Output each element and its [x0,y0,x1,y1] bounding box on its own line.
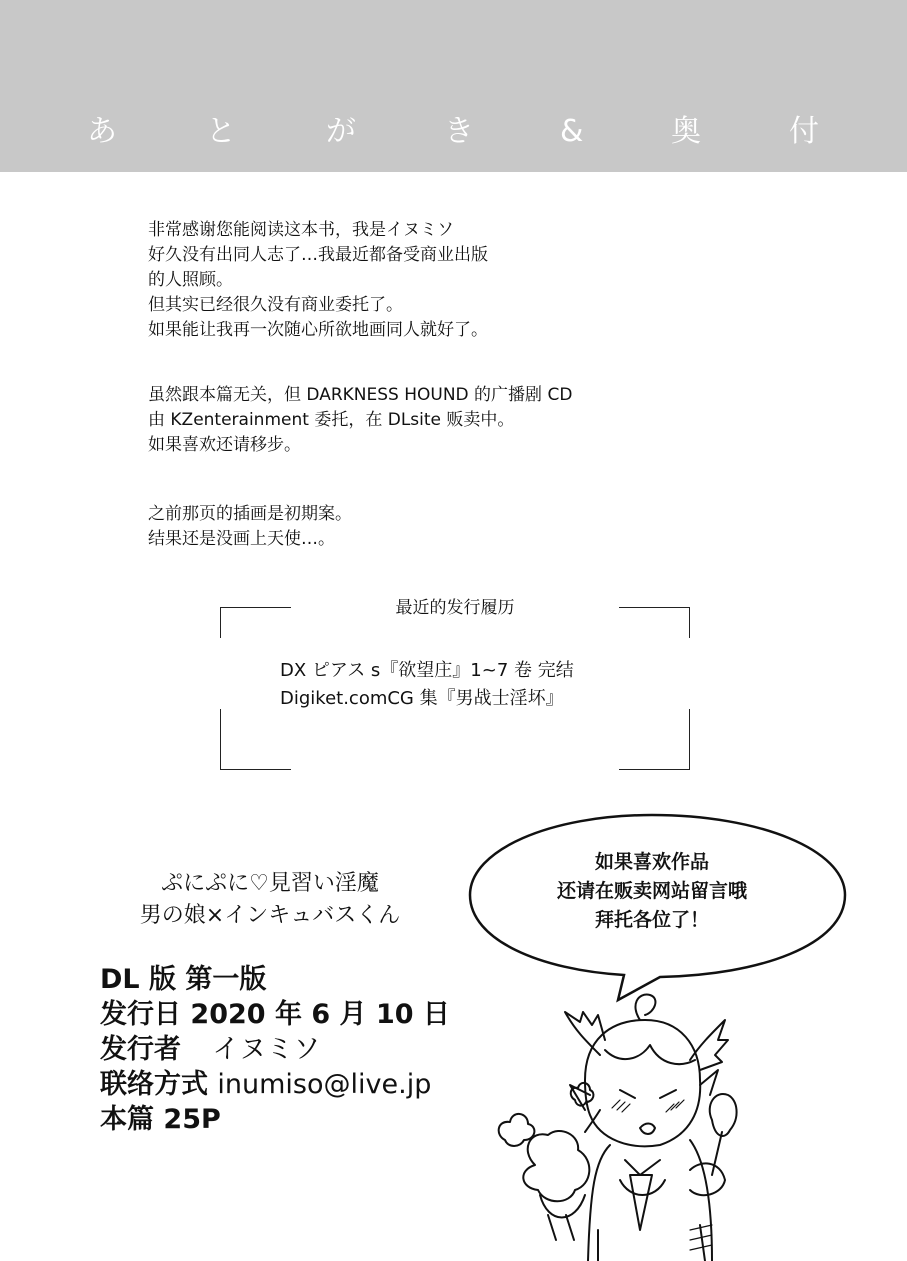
contact-label: 联络方式 [100,1069,208,1100]
edition: DL 版 第一版 [100,964,267,995]
title-char: き [444,114,474,149]
title-char: と [206,114,236,149]
release-date-value: 2020 年 6 月 10 日 [190,999,450,1030]
history-item: Digiket.comCG 集『男战士淫坏』 [280,688,564,709]
title-char: & [560,114,584,149]
title-char: が [326,114,356,149]
speech-bubble-text [502,848,802,935]
work-title-line: ぷにぷに♡見習い淫魔 [161,871,379,896]
title-char: あ [87,114,117,149]
work-title-line: 男の娘×インキュバスくん [139,903,401,928]
history-item: DX ピアス s『欲望庄』1~7 卷 完结 [280,660,574,681]
publisher-label: 发行者 [100,1034,181,1065]
text-line: 的人照顾。 [148,270,233,290]
history-title: 最近的发行履历 [395,598,515,618]
character-drawing [499,995,737,1261]
text-line: 如果能让我再一次随心所欲地画同人就好了。 [148,320,488,340]
text-line: 之前那页的插画是初期案。 [148,504,352,524]
text-line: 结果还是没画上天使…。 [148,529,335,549]
text-line: 但其实已经很久没有商业委托了。 [148,295,403,315]
title-char: 奥 [671,114,701,149]
bubble-line: 还请在贩卖网站留言哦 [556,880,747,902]
page-count-value: 25P [163,1104,221,1135]
publisher-value: イヌミソ [212,1034,321,1065]
title-char: 付 [789,114,819,149]
text-line: 好久没有出同人志了…我最近都备受商业出版 [148,245,488,265]
text-line: 非常感谢您能阅读这本书，我是イヌミソ [148,220,454,240]
page-count-label: 本篇 [100,1104,154,1135]
bubble-line: 拜托各位了！ [594,909,709,931]
bubble-line: 如果喜欢作品 [594,851,709,873]
release-date-label: 发行日 [100,999,181,1030]
text-line: 如果喜欢还请移步。 [148,435,301,455]
text-line: 由 KZenterainment 委托，在 DLsite 贩卖中。 [148,410,515,430]
contact-value: inumiso@live.jp [217,1069,432,1100]
text-line: 虽然跟本篇无关，但 DARKNESS HOUND 的广播剧 CD [148,385,573,405]
